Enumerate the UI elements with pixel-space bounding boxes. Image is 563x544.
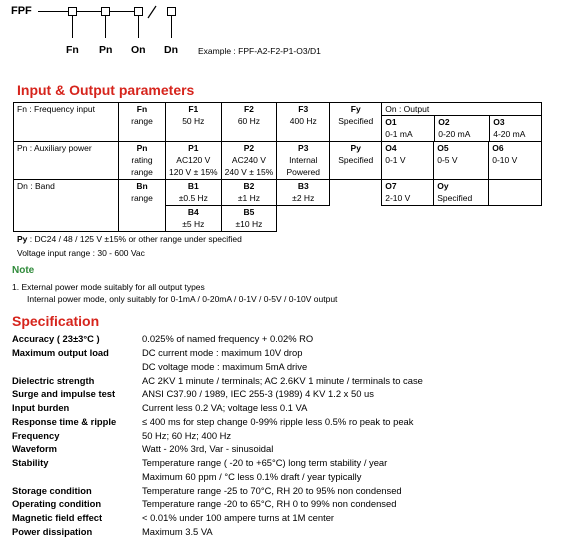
specification-title: Specification xyxy=(12,313,100,329)
code-box-pn xyxy=(101,7,110,16)
cell-o2: O2 0-20 mA xyxy=(434,116,489,141)
cell-o7: O7 2-10 V xyxy=(382,180,434,206)
code-box-on xyxy=(134,7,143,16)
code-label-pn: Pn xyxy=(99,44,113,56)
io-section-title: Input & Output parameters xyxy=(17,82,195,98)
cell-o5: O5 0-5 V xyxy=(434,142,489,180)
code-label-fn: Fn xyxy=(66,44,79,56)
cell-b2: B2 ±1 Hz xyxy=(221,180,277,206)
cell-f1: F1 50 Hz xyxy=(166,103,222,142)
cell-p3: P3 Internal Powered xyxy=(277,142,330,180)
cell-b5: B5 ±10 Hz xyxy=(221,206,277,232)
cell-b3: B3 ±2 Hz xyxy=(277,180,330,206)
cell-fy: Fy Specified xyxy=(330,103,382,142)
output-header: On : Output xyxy=(382,103,541,116)
model-name: FPF xyxy=(11,5,32,17)
cell-oy: Oy Specified xyxy=(434,180,489,206)
cell-p2: P2 AC240 V 240 V ± 15% xyxy=(221,142,277,180)
table-row-pn: Pn : Auxiliary power Pn rating range P1 AC120 V 120 V ± 15% P2 AC240 V 240 V ± 15% P3 Internal Powered Py Specified O4 0-1 V O5 0-5 V O6 0-10 V xyxy=(14,142,542,180)
voltage-note: Voltage input range : 30 - 600 Vac xyxy=(17,248,145,258)
cell-o3: O3 4-20 mA xyxy=(489,116,541,141)
code-box-fn xyxy=(68,7,77,16)
slash-separator xyxy=(146,4,158,20)
cell-f2: F2 60 Hz xyxy=(221,103,277,142)
code-box-dn xyxy=(167,7,176,16)
code-connector-line xyxy=(38,11,142,12)
table-row-fn: Fn : Frequency input Fn range F1 50 Hz F2 60 Hz F3 400 Hz Fy Specified On : Output O1 0-1 mA O2 0-20 mA O3 4-20 mA xyxy=(14,103,542,142)
code-label-on: On xyxy=(131,44,146,56)
py-note: Py : DC24 / 48 / 125 V ±15% or other range under specified xyxy=(17,234,242,244)
code-label-dn: Dn xyxy=(164,44,178,56)
example-code: Example : FPF-A2-F2-P1-O3/D1 xyxy=(198,46,321,56)
note-line-1: 1. External power mode suitably for all output types xyxy=(12,282,205,292)
cell-py: Py Specified xyxy=(330,142,382,180)
row-label-pn: Pn : Auxiliary power xyxy=(14,142,119,180)
cell-b4: B4 ±5 Hz xyxy=(166,206,222,232)
cell-p1: P1 AC120 V 120 V ± 15% xyxy=(166,142,222,180)
note-title: Note xyxy=(12,265,35,276)
cell-o1: O1 0-1 mA xyxy=(385,117,413,139)
cell-o6: O6 0-10 V xyxy=(489,142,542,180)
cell-f3: F3 400 Hz xyxy=(277,103,330,142)
row-label-dn: Dn : Band xyxy=(14,180,119,232)
note-line-2: Internal power mode, only suitably for 0-1mA / 0-20mA / 0-1V / 0-5V / 0-10V output xyxy=(27,294,338,304)
row-label-fn: Fn : Frequency input xyxy=(14,103,119,142)
table-row-dn: Dn : Band Bn range B1 ±0.5 Hz B2 ±1 Hz B3 ±2 Hz O7 2-10 V Oy Specified xyxy=(14,180,542,206)
cell-o4: O4 0-1 V xyxy=(382,142,434,180)
io-parameters-table xyxy=(13,102,542,232)
cell-b1: B1 ±0.5 Hz xyxy=(166,180,222,206)
output-cell xyxy=(382,103,542,142)
